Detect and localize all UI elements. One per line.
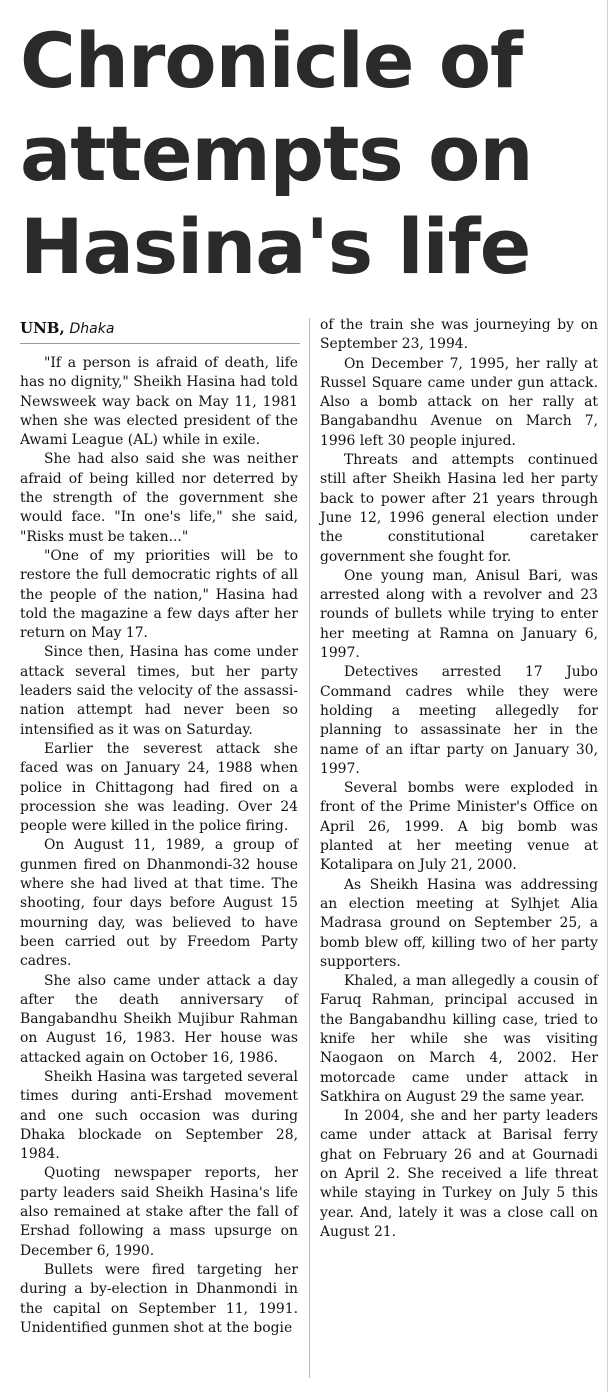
headline <box>20 14 605 293</box>
article-paragraph: Several bombs were exploded in front of the Prime Minister's Office on April 26, 1999. A big bomb was planted at her meeting venue at Kotalipara on July 21, 2000. <box>320 780 598 874</box>
article-paragraph: As Sheikh Hasina was addressing an election meeting at Sylhjet Alia Madrasa ground on September 25, a bomb blew off, killing two of her party supporters. <box>320 876 598 970</box>
article-paragraph: Threats and attempts continued still after Sheikh Hasina led her party back to power after 21 years through June 12, 1996 general election under the constitutional caretaker government she fought for. <box>320 452 598 565</box>
page-edge-rule <box>607 0 608 1392</box>
article-paragraph: Sheikh Hasina was targeted several times during anti-Ershad movement and one such occasion was during Dhaka blockade on September 28, 1984. <box>20 1068 298 1163</box>
article-paragraph: Bullets were fired targeting her during a by-election in Dhanmondi in the capital on September 11, 1991. Unidentified gunmen shot at the bogie <box>20 1261 298 1336</box>
headline-line: attempts on <box>20 109 533 198</box>
byline-rule <box>20 343 300 344</box>
article-column-right <box>320 316 598 1242</box>
byline-agency: UNB, <box>20 319 65 337</box>
article-paragraph: She had also said she was neither afraid of being killed nor deterred by the strength of the government she would face. "In one's life," she said, "Risks must be taken..." <box>20 451 298 545</box>
byline-place: Dhaka <box>69 321 115 337</box>
article-paragraph: "If a person is afraid of death, life has no dignity," Sheikh Hasina had told Newsweek way back on May 11, 1981 when she was elected president of the Awami League (AL) while in exile. <box>20 355 298 449</box>
article-paragraph: She also came under attack a day after the death anniversary of Bangabandhu Sheikh Mujibur Rahman on August 16, 1983. Her house was attacked again on October 16, 1986. <box>20 972 298 1066</box>
byline <box>20 317 300 340</box>
headline-line: Hasina's life <box>20 202 531 291</box>
article-paragraph: On August 11, 1989, a group of gunmen fired on Dhanmondi-32 house where she had lived at that time. The shooting, four days before August 15 mourning day, was believed to have been carried out by Freedom Party cadres. <box>20 837 298 970</box>
article-paragraph: In 2004, she and her party leaders came under attack at Barisal ferry ghat on February 26 and at Gournadi on April 2. She received a life threat while staying in Turkey on July 5 this year. And, lately it was a close call on August 21. <box>320 1108 598 1240</box>
article-paragraph: Since then, Hasina has come under attack several times, but her party leaders said the velocity of the assassination attempt had never been so intensified as it was on Saturday. <box>20 644 298 738</box>
article-paragraph: Quoting newspaper reports, her party leaders said Sheikh Hasina's life also remained at stake after the fall of Ershad following a mass upsurge on December 6, 1990. <box>20 1165 298 1259</box>
article-paragraph: One young man, Anisul Bari, was arrested along with a revolver and 23 rounds of bullets while trying to enter her meeting at Ramna on January 6, 1997. <box>320 567 598 662</box>
article-column-left <box>20 354 298 1338</box>
article-paragraph: of the train she was journeying by on September 23, 1994. <box>320 317 598 353</box>
article-paragraph: "One of my priorities will be to restore the full democratic rights of all the people of the nation," Hasina had told the magazine a few days after her return on May 17. <box>20 547 298 642</box>
article-paragraph: Khaled, a man allegedly a cousin of Faruq Rahman, principal accused in the Bangabandhu killing case, tried to knife her while she was visiting Naogaon on March 4, 2002. Her motorcade came under attack in Satkhira on August 29 the same year. <box>320 973 598 1105</box>
article-paragraph: On December 7, 1995, her rally at Russel Square came under gun attack. Also a bomb attack on her rally at Bangabandhu Avenue on March 7, 1996 left 30 people injured. <box>320 355 598 449</box>
column-separator <box>309 318 310 1378</box>
article-paragraph: Detectives arrested 17 Jubo Command cadres while they were holding a meeting allegedly for planning to assassinate her in the name of an iftar party on January 30, 1997. <box>320 664 598 777</box>
article-paragraph: Earlier the severest attack she faced was on January 24, 1988 when police in Chittagong had fired on a procession she was leading. Over 24 people were killed in the police firing. <box>20 740 298 835</box>
headline-line: Chronicle of <box>20 16 523 105</box>
